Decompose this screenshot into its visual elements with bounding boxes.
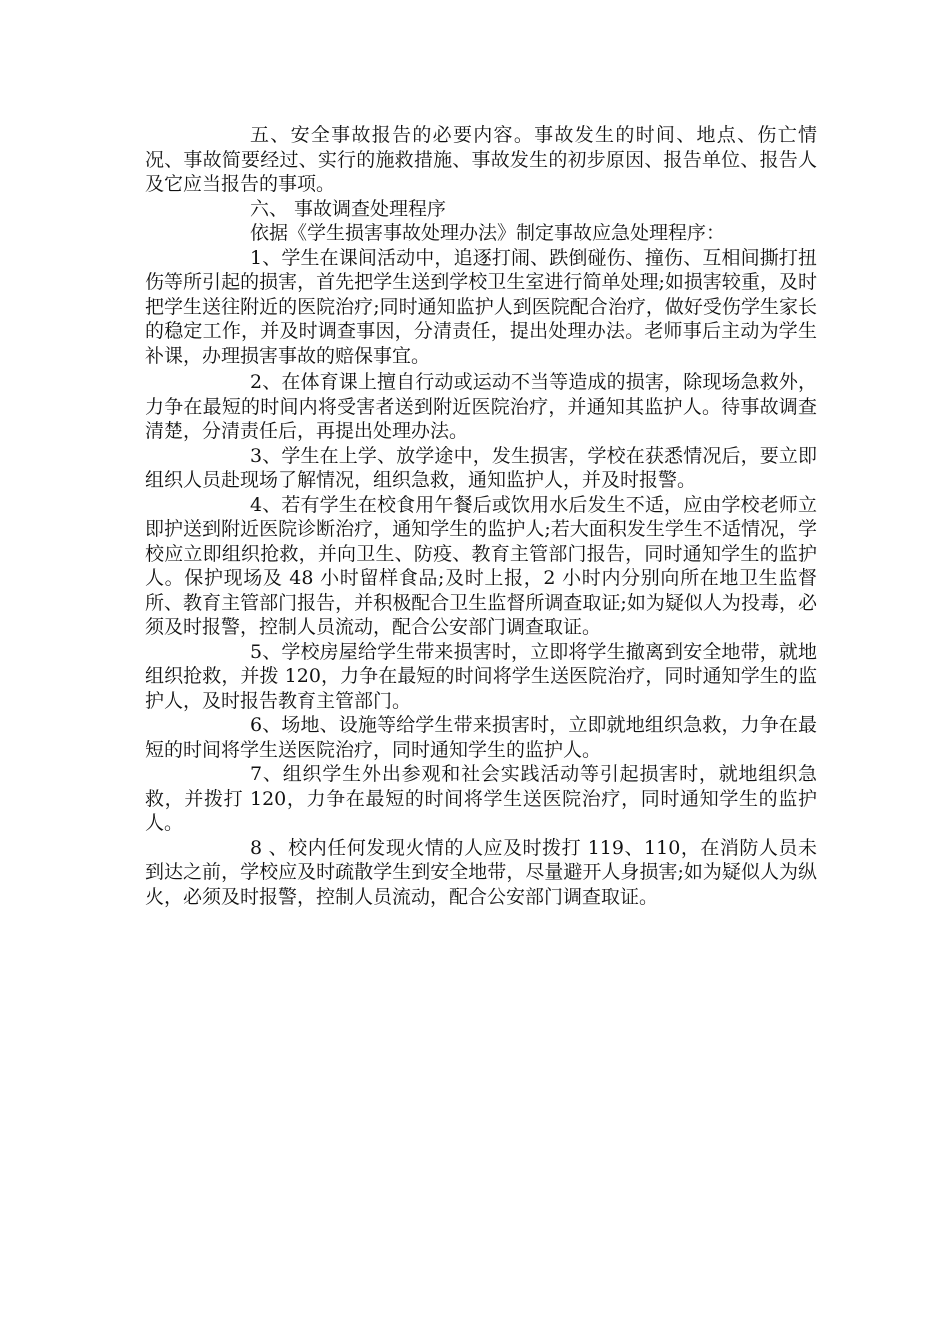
paragraph-item-1: 1、学生在课间活动中，追逐打闹、跌倒碰伤、撞伤、互相间撕打扭伤等所引起的损害，首先把学生送到学校卫生室进行简单处理;如损害较重，及时把学生送往附近的医院治疗;同时通知监护人到医院配合治疗，做好受伤学生家长的稳定工作，并及时调查事因，分清责任，提出处理办法。老师事后主动为学生补课，办理损害事故的赔保事宜。 [145, 246, 817, 367]
paragraph-item-8: 8 、校内任何发现火情的人应及时拨打 119、110，在消防人员未到达之前，学校应及时疏散学生到安全地带，尽量避开人身损害;如为疑似人为纵火，必须及时报警，控制人员流动，配合公安部门调查取证。 [145, 836, 817, 908]
paragraph-procedure-basis: 依据《学生损害事故处理办法》制定事故应急处理程序： [250, 222, 726, 244]
paragraph-investigation-heading: 六、 事故调查处理程序 [250, 197, 447, 220]
paragraph-item-4: 4、若有学生在校食用午餐后或饮用水后发生不适，应由学校老师立即护送到附近医院诊断治疗，通知学生的监护人;若大面积发生学生不适情况，学校应立即组织抢救，并向卫生、防疫、教育主管部门报告，同时通知学生的监护人。保护现场及 48 小时留样食品;及时上报，2 小时内分别向所在地卫生监督所、教育主管部门报告，并积极配合卫生监督所调查取证;如为疑似人为投毒，必须及时报警，控制人员流动，配合公安部门调查取证。 [145, 493, 817, 638]
paragraph-item-5: 5、学校房屋给学生带来损害时，立即将学生撤离到安全地带，就地组织抢救，并拨 120，力争在最短的时间将学生送医院治疗，同时通知学生的监护人，及时报告教育主管部门。 [145, 640, 817, 712]
paragraph-item-2: 2、在体育课上擅自行动或运动不当等造成的损害，除现场急救外，力争在最短的时间内将受害者送到附近医院治疗，并通知其监护人。待事故调查清楚，分清责任后，再提出处理办法。 [145, 371, 817, 442]
paragraph-accident-report-content: 五、安全事故报告的必要内容。事故发生的时间、地点、伤亡情况、事故简要经过、实行的施救措施、事故发生的初步原因、报告单位、报告人及它应当报告的事项。 [145, 124, 817, 195]
paragraph-item-3: 3、学生在上学、放学途中，发生损害，学校在获悉情况后，要立即组织人员赴现场了解情况，组织急救，通知监护人，并及时报警。 [145, 444, 817, 491]
paragraph-item-7: 7、组织学生外出参观和社会实践活动等引起损害时，就地组织急救，并拨打 120，力争在最短的时间将学生送医院治疗，同时通知学生的监护人。 [145, 763, 817, 834]
paragraph-item-6: 6、场地、设施等给学生带来损害时，立即就地组织急救，力争在最短的时间将学生送医院治疗，同时通知学生的监护人。 [145, 714, 817, 761]
document-body [145, 123, 817, 909]
